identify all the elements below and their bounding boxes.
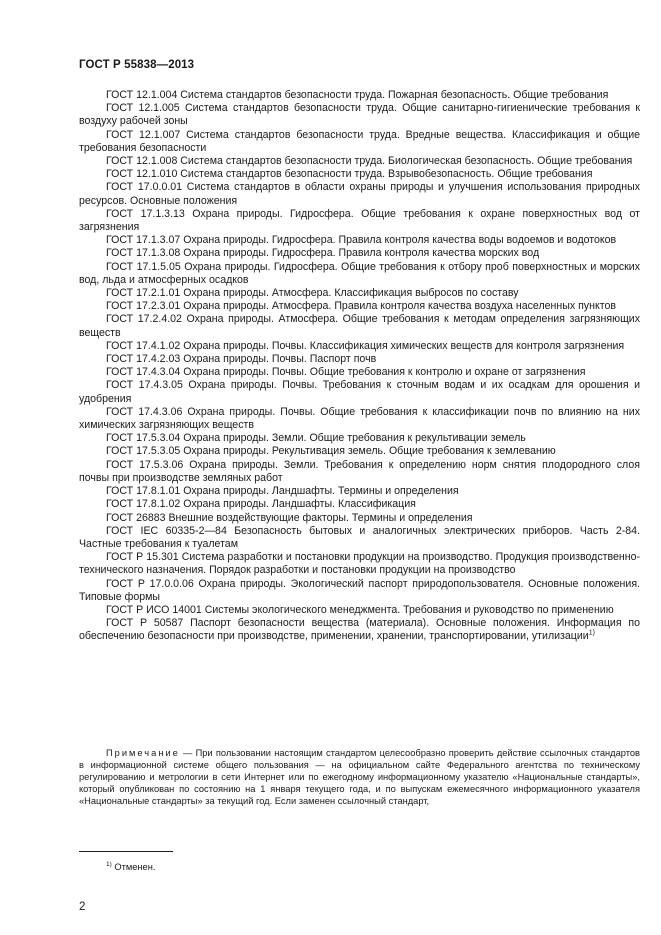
reference-item: ГОСТ 12.1.005 Система стандартов безопасности труда. Общие санитарно-гигиенические требования к воздуху рабочей зоны xyxy=(79,102,640,128)
reference-item: ГОСТ 12.1.008 Система стандартов безопасности труда. Биологическая безопасность. Общие требования xyxy=(106,155,633,168)
reference-item: ГОСТ 17.4.2.03 Охрана природы. Почвы. Паспорт почв xyxy=(106,353,377,366)
reference-item: ГОСТ IEC 60335-2—84 Безопасность бытовых и аналогичных электрических приборов. Часть 2-84. Частные требования к туалетам xyxy=(79,524,640,550)
reference-item: ГОСТ 17.1.3.08 Охрана природы. Гидросфера. Правила контроля качества морских вод xyxy=(106,247,540,260)
reference-item: ГОСТ 17.1.3.07 Охрана природы. Гидросфера. Правила контроля качества воды водоемов и водотоков xyxy=(106,234,617,247)
reference-item: ГОСТ Р 15.301 Система разработки и постановки продукции на производство. Продукция производственно-технического назначения. Порядок разработки и постановки продукции на производство xyxy=(79,551,640,577)
reference-item: ГОСТ 17.2.3.01 Охрана природы. Атмосфера. Правила контроля качества воздуха населенных пунктов xyxy=(106,300,616,313)
reference-item: ГОСТ 17.1.3.13 Охрана природы. Гидросфера. Общие требования к охране поверхностных вод от загрязнения xyxy=(79,207,640,234)
reference-item: ГОСТ 17.5.3.06 Охрана природы. Земли. Требования к определению норм снятия плодородного слоя почвы при производстве земляных работ xyxy=(79,458,640,484)
page-number: 2 xyxy=(79,901,86,913)
note-paragraph xyxy=(79,747,640,807)
reference-item: ГОСТ 17.4.1.02 Охрана природы. Почвы. Классификация химических веществ для контроля загрязнения xyxy=(106,339,625,352)
reference-item: ГОСТ 17.2.1.01 Охрана природы. Атмосфера. Классификация выбросов по составу xyxy=(106,287,519,300)
reference-item: ГОСТ 17.5.3.05 Охрана природы. Рекультивация земель. Общие требования к землеванию xyxy=(106,445,556,458)
reference-item: ГОСТ 26883 Внешние воздействующие факторы. Термины и определения xyxy=(106,511,473,524)
footnote-text: Отменен. xyxy=(111,862,156,873)
note-text: — При пользовании настоящим стандартом целесообразно проверить действие ссылочных стандартов в информационной системе общего пользования — на официальном сайте Федерального агентства по техническому регулированию и метрологии в сети Интернет или по ежегодному информационному указателю «Национальные стандарты», который опубликован по состоянию на 1 января текущего года, и по выпускам ежемесячного информационного указателя «Национальные стандарты» за текущий год. Если заменен ссылочный стандарт, xyxy=(79,748,640,806)
footnote-marker: 1) xyxy=(106,861,112,868)
footnote xyxy=(106,859,155,873)
reference-item: ГОСТ Р 50587 Паспорт безопасности вещества (материала). Основные положения. Информация по обеспечению безопасности при производстве, применении, хранении, транспортировании, утилизации$^{1)}$ xyxy=(79,617,640,643)
reference-item: ГОСТ 12.1.007 Система стандартов безопасности труда. Вредные вещества. Классификация и общие требования безопасности xyxy=(79,128,640,154)
reference-item: ГОСТ 17.2.4.02 Охрана природы. Атмосфера. Общие требования к методам определения загрязняющих веществ xyxy=(79,313,640,339)
reference-item: ГОСТ 17.1.5.05 Охрана природы. Гидросфера. Общие требования к отбору проб поверхностных и морских вод, льда и атмосферных осадков xyxy=(79,260,640,286)
reference-item: ГОСТ 12.1.010 Система стандартов безопасности труда. Взрывобезопасность. Общие требования xyxy=(106,168,593,181)
reference-item: ГОСТ 17.4.3.05 Охрана природы. Почвы. Требования к сточным водам и их осадкам для орошения и удобрения xyxy=(79,379,640,405)
reference-item: ГОСТ 17.5.3.04 Охрана природы. Земли. Общие требования к рекультивации земель xyxy=(106,432,526,445)
reference-item: ГОСТ Р ИСО 14001 Системы экологического менеджмента. Требования и руководство по применению xyxy=(106,603,614,616)
note-label: Примечание xyxy=(106,748,180,758)
reference-item: ГОСТ 17.8.1.02 Охрана природы. Ландшафты. Классификация xyxy=(106,498,416,511)
reference-item: ГОСТ Р 17.0.0.06 Охрана природы. Экологический паспорт природопользователя. Основные положения. Типовые формы xyxy=(79,577,640,603)
footnote-ref-marker: 1) xyxy=(588,629,595,637)
page-header: ГОСТ Р 55838—2013 xyxy=(79,59,195,71)
reference-item: ГОСТ 17.4.3.04 Охрана природы. Почвы. Общие требования к контролю и охране от загрязнения xyxy=(106,366,586,379)
reference-item: ГОСТ 17.8.1.01 Охрана природы. Ландшафты. Термины и определения xyxy=(106,485,459,498)
reference-item: ГОСТ 17.4.3.06 Охрана природы. Почвы. Общие требования к классификации почв по влиянию на них химических загрязняющих веществ xyxy=(79,405,640,432)
reference-item: ГОСТ 17.0.0.01 Система стандартов в области охраны природы и улучшения использования природных ресурсов. Основные положения xyxy=(79,181,640,207)
reference-item: ГОСТ 12.1.004 Система стандартов безопасности труда. Пожарная безопасность. Общие требования xyxy=(106,89,609,101)
normative-references-list xyxy=(79,89,640,644)
footnote-separator xyxy=(79,851,173,852)
